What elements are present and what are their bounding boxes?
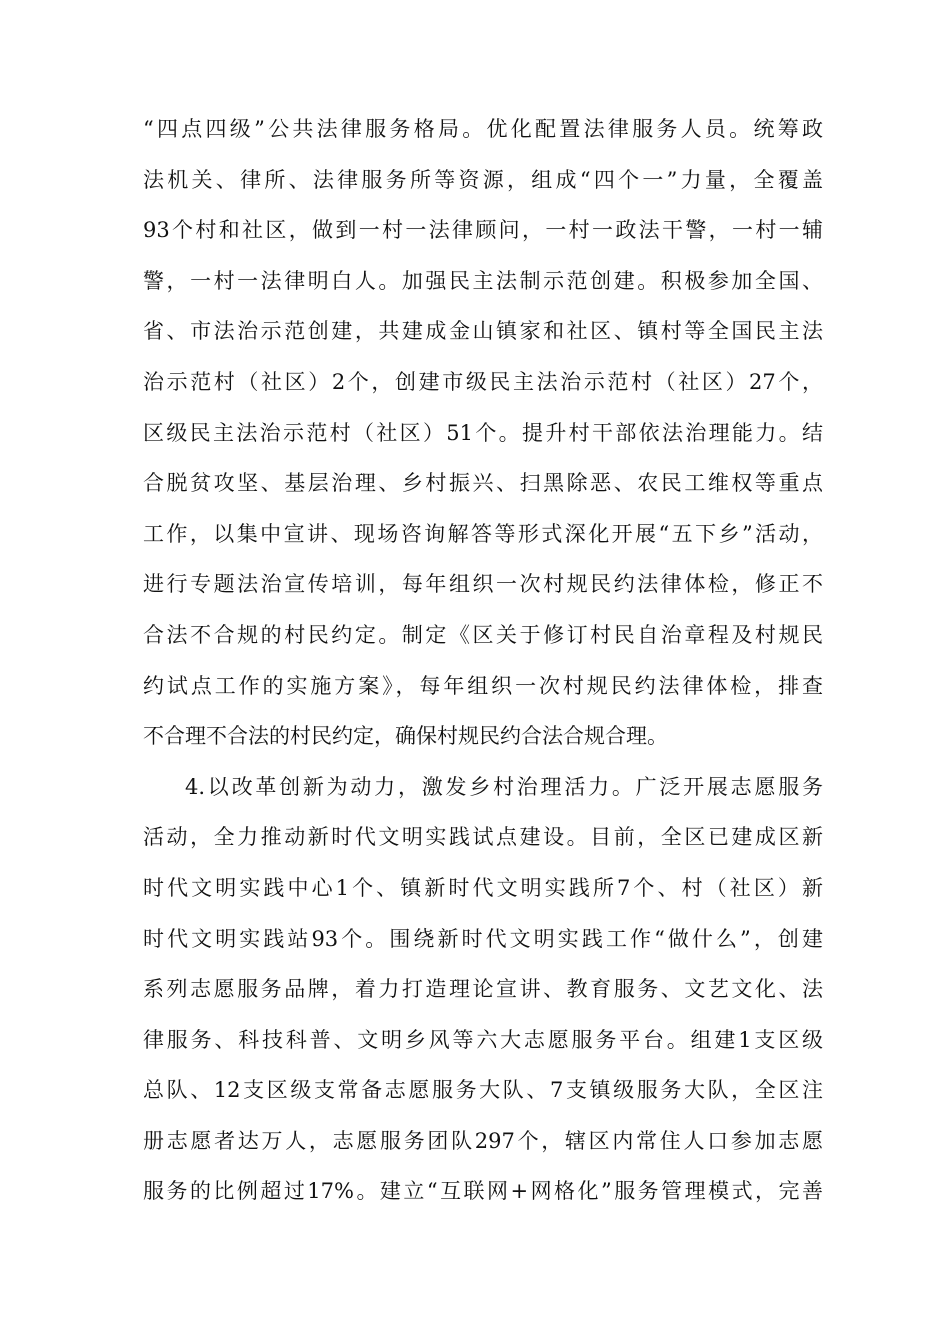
text-line-2: 法机关、律所、法律服务所等资源，组成“四个一”力量，全覆盖 (143, 167, 823, 192)
text-line-11: 合法不合规的村民约定。制定《区关于修订村民自治章程及村规民 (143, 622, 823, 647)
text-line-10: 进行专题法治宣传培训，每年组织一次村规民约法律体检，修正不 (143, 572, 823, 597)
text-line-16: 时代文明实践中心1个、镇新时代文明实践所7个、村（社区）新 (143, 875, 823, 900)
text-line-18: 系列志愿服务品牌，着力打造理论宣讲、教育服务、文艺文化、法 (143, 977, 823, 1002)
text-line-21: 册志愿者达万人，志愿服务团队297个，辖区内常住人口参加志愿 (143, 1128, 823, 1153)
text-line-17: 时代文明实践站93个。围绕新时代文明实践工作“做什么”，创建 (143, 926, 823, 951)
text-line-7: 区级民主法治示范村（社区）51个。提升村干部依法治理能力。结 (143, 420, 823, 445)
text-line-19: 律服务、科技科普、文明乡风等六大志愿服务平台。组建1支区级 (143, 1027, 823, 1052)
text-line-4: 警，一村一法律明白人。加强民主法制示范创建。积极参加全国、 (143, 268, 823, 293)
text-line-8: 合脱贫攻坚、基层治理、乡村振兴、扫黑除恶、农民工维权等重点 (143, 471, 823, 496)
text-line-5: 省、市法治示范创建，共建成金山镇家和社区、镇村等全国民主法 (143, 319, 823, 344)
text-line-20: 总队、12支区级支常备志愿服务大队、7支镇级服务大队，全区注 (143, 1078, 823, 1103)
text-line-3: 93个村和社区，做到一村一法律顾问，一村一政法干警，一村一辅 (143, 218, 823, 243)
text-line-13: 不合理不合法的村民约定，确保村规民约合法合规合理。 (143, 724, 668, 749)
text-line-12: 约试点工作的实施方案》，每年组织一次村规民约法律体检，排查 (143, 673, 823, 698)
body-text (143, 104, 823, 1217)
text-line-15: 活动，全力推动新时代文明实践试点建设。目前，全区已建成区新 (143, 825, 823, 850)
text-line-22: 服务的比例超过17%。建立“互联网+网格化”服务管理模式，完善 (143, 1179, 823, 1204)
text-line-9: 工作，以集中宣讲、现场咨询解答等形式深化开展“五下乡”活动， (143, 521, 823, 546)
section-heading-line: 4.以改革创新为动力，激发乡村治理活力。广泛开展志愿服务 (185, 774, 823, 799)
text-line-1: “四点四级”公共法律服务格局。优化配置法律服务人员。统筹政 (143, 117, 823, 141)
text-line-6: 治示范村（社区）2个，创建市级民主法治示范村（社区）27个， (143, 369, 823, 394)
